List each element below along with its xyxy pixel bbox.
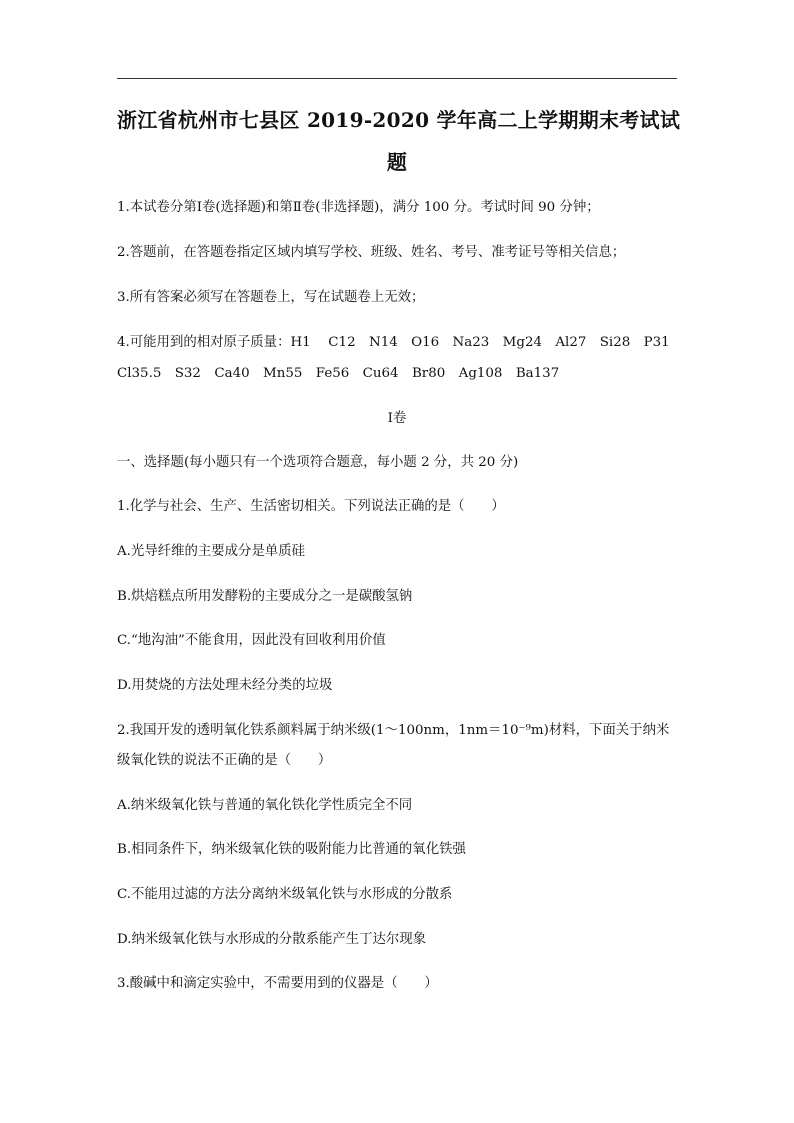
question-3-stem: 3.酸碱中和滴定实验中，不需要用到的仪器是（ ） bbox=[117, 976, 438, 991]
question-1-option-d: D.用焚烧的方法处理未经分类的垃圾 bbox=[117, 678, 333, 693]
question-1-stem: 1.化学与社会、生产、生活密切相关。下列说法正确的是（ ） bbox=[117, 499, 505, 514]
note-2: 2.答题前，在答题卷指定区域内填写学校、班级、姓名、考号、准考证号等相关信息； bbox=[117, 245, 626, 260]
note-4-atomic-masses: 4.可能用到的相对原子质量：H1 C12 N14 O16 Na23 Mg24 Al27 Si28 P31 bbox=[117, 335, 670, 350]
note-3: 3.所有答案必须写在答题卷上，写在试题卷上无效； bbox=[117, 290, 425, 305]
section-label: Ⅰ卷 bbox=[387, 411, 407, 426]
part-heading: 一、选择题(每小题只有一个选项符合题意，每小题 2 分，共 20 分) bbox=[117, 455, 519, 470]
question-1-option-b: B.烘焙糕点所用发酵粉的主要成分之一是碳酸氢钠 bbox=[117, 589, 413, 604]
question-2-option-d: D.纳米级氧化铁与水形成的分散系能产生丁达尔现象 bbox=[117, 932, 427, 947]
note-4-atomic-masses-cont: Cl35.5 S32 Ca40 Mn55 Fe56 Cu64 Br80 Ag108 Ba137 bbox=[117, 366, 560, 381]
question-2-stem-line1: 2.我国开发的透明氧化铁系颜料属于纳米级(1～100nm，1nm＝10⁻⁹m)材料，下面关于纳米 bbox=[117, 723, 670, 738]
header-rule bbox=[117, 78, 677, 79]
question-2-option-c: C.不能用过滤的方法分离纳米级氧化铁与水形成的分散系 bbox=[117, 887, 453, 902]
question-2-stem-line2: 级氧化铁的说法不正确的是（ ） bbox=[117, 753, 332, 768]
question-1-option-c: C.“地沟油”不能食用，因此没有回收利用价值 bbox=[117, 633, 386, 648]
question-1-option-a: A.光导纤维的主要成分是单质硅 bbox=[117, 544, 306, 559]
exam-title-line2: 题 bbox=[386, 150, 408, 174]
question-2-option-a: A.纳米级氧化铁与普通的氧化铁化学性质完全不同 bbox=[117, 798, 413, 813]
exam-title-line1: 浙江省杭州市七县区 2019-2020 学年高二上学期期末考试试 bbox=[117, 108, 681, 132]
note-1: 1.本试卷分第Ⅰ卷(选择题)和第Ⅱ卷(非选择题)，满分 100 分。考试时间 90 分钟； bbox=[117, 200, 600, 215]
question-2-option-b: B.相同条件下，纳米级氧化铁的吸附能力比普通的氧化铁强 bbox=[117, 842, 466, 857]
